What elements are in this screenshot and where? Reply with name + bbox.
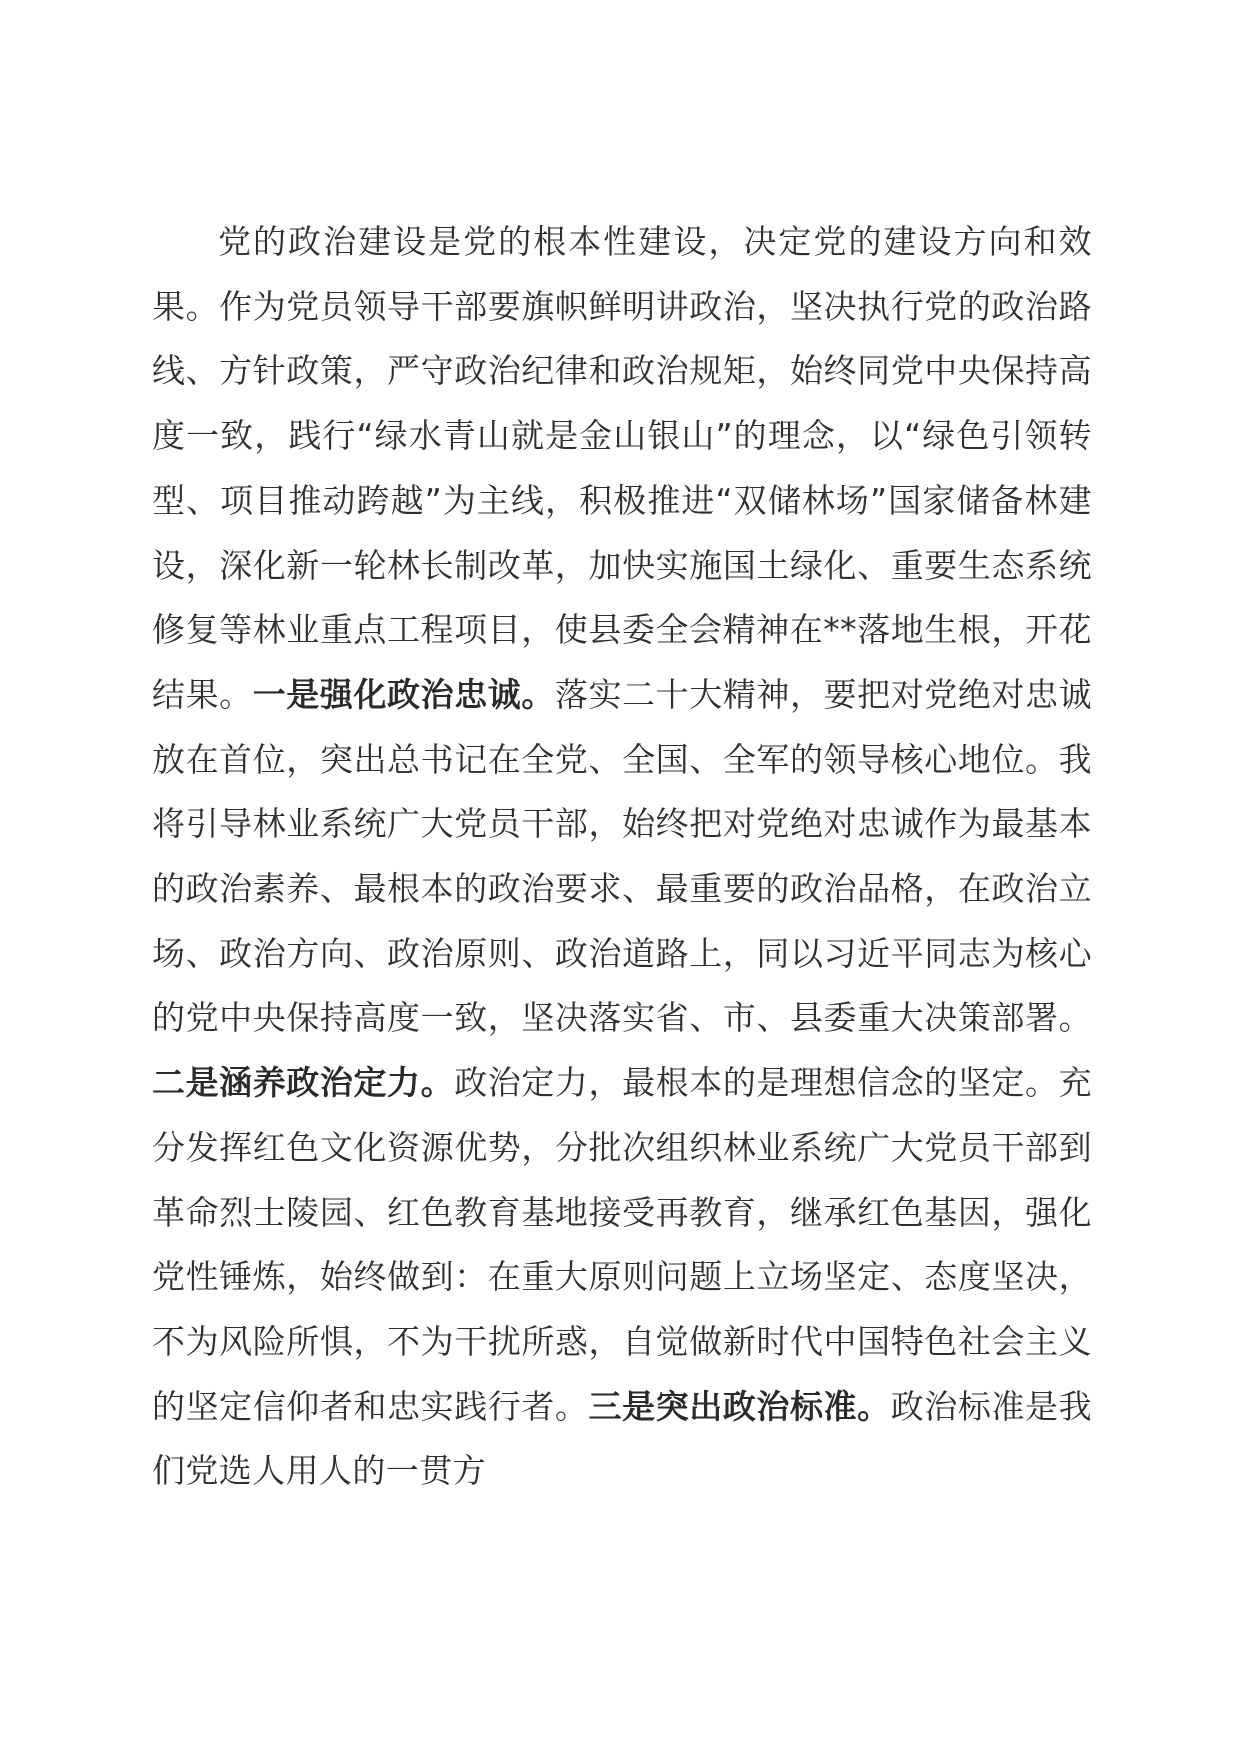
text-segment: 党的政治建设是党的根本性建设，决定党的建设方向和效果。作为党员领导干部要旗帜鲜明讲政治，坚决执行党的政治路线、方针政策，严守政治纪律和政治规矩，始终同党中央保持高度一致，践行“绿水青山就是金山银山”的理念，以“绿色引领转型、项目推动跨越”为主线，积极推进“双储林场”国家储备林建设，深化新一轮林长制改革，加快实施国土绿化、重要生态系统修复等林业重点工程项目，使县委全会精神在**落地生根，开花结果。 bbox=[152, 222, 1092, 714]
bold-heading-political-standard: 三是突出政治标准。 bbox=[588, 1386, 891, 1426]
text-segment: 政治标准是我们党选人用人的一贯方 bbox=[152, 1386, 1093, 1491]
text-segment: 政治定力，最根本的是理想信念的坚定。充分发挥红色文化资源优势，分批次组织林业系统广大党员干部到革命烈士陵园、红色教育基地接受再教育，继承红色基因，强化党性锤炼，始终做到：在重大原则问题上立场坚定、态度坚决，不为风险所惧，不为干扰所惑，自觉做新时代中国特色社会主义的坚定信仰者和忠实践行者。 bbox=[152, 1063, 1092, 1426]
bold-heading-political-resolve: 二是涵养政治定力。 bbox=[152, 1063, 455, 1103]
bold-heading-political-loyalty: 一是强化政治忠诚。 bbox=[252, 674, 555, 714]
text-segment: 落实二十大精神，要把对党绝对忠诚放在首位，突出总书记在全党、全国、全军的领导核心地位。我将引导林业系统广大党员干部，始终把对党绝对忠诚作为最基本的政治素养、最根本的政治要求、最重要的政治品格，在政治立场、政治方向、政治原则、政治道路上，同以习近平同志为核心的党中央保持高度一致，坚决落实省、市、县委重大决策部署。 bbox=[152, 674, 1092, 1038]
body-paragraph bbox=[152, 210, 1092, 1504]
